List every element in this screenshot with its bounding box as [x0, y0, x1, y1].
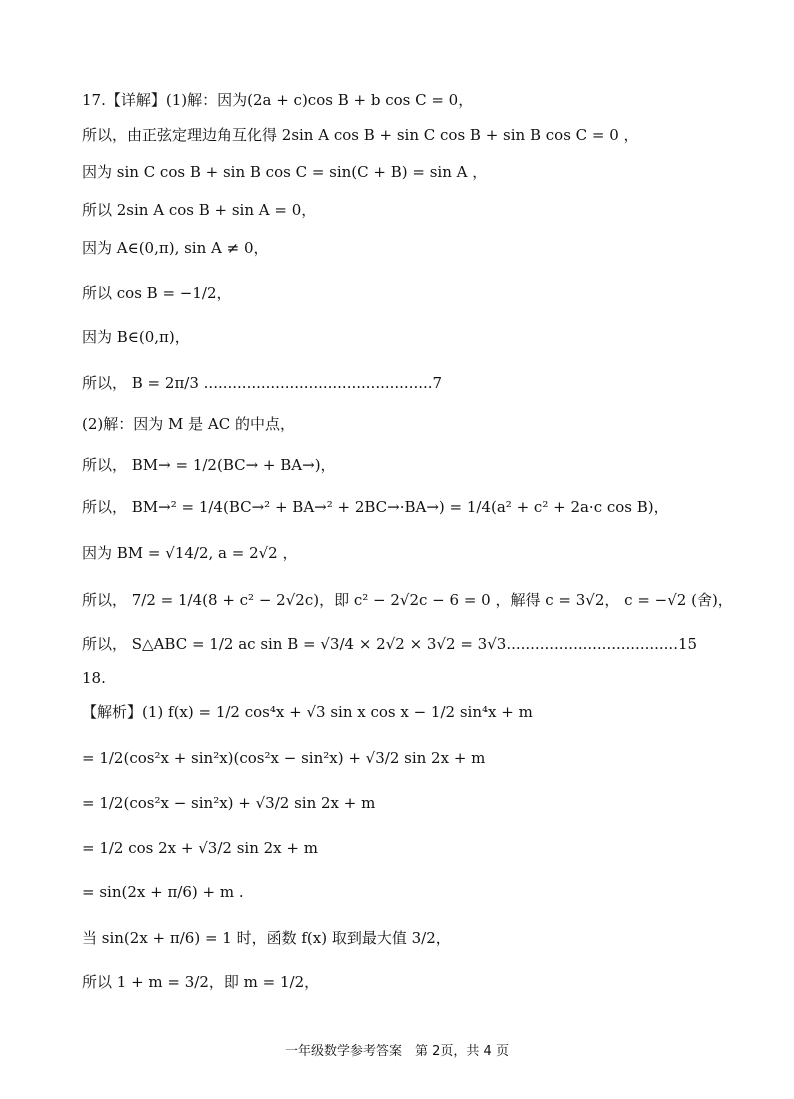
solution-line-l14: 所以， S△ABC = 1/2 ac sin B = √3/4 × 2√2 × 3√2 = 3√3....................................15: [82, 635, 698, 653]
page-footer: 一年级数学参考答案 第 2页，共 4 页: [285, 1044, 509, 1059]
solution-line-l4: 所以 2sin A cos B + sin A = 0，: [82, 201, 317, 219]
solution-line-l12: 因为 BM = √14/2, a = 2√2 ，: [82, 544, 298, 562]
solution-line-l22: 所以 1 + m = 3/2，即 m = 1/2，: [82, 973, 320, 991]
solution-line-l2: 所以，由正弦定理边角互化得 2sin A cos B + sin C cos B + sin B cos C = 0 ，: [82, 126, 639, 144]
solution-line-l5: 因为 A∈(0,π), sin A ≠ 0，: [82, 239, 269, 257]
solution-line-l13: 所以， 7/2 = 1/4(8 + c² − 2√2c)，即 c² − 2√2c − 6 = 0 ，解得 c = 3√2， c = −√2 (舍)，: [82, 591, 733, 609]
solution-line-l18: = 1/2(cos²x − sin²x) + √3/2 sin 2x + m: [82, 794, 376, 812]
solution-line-l1: 17.【详解】(1)解：因为(2a + c)cos B + b cos C = 0，: [82, 91, 474, 109]
solution-line-l16: 【解析】(1) f(x) = 1/2 cos⁴x + √3 sin x cos x − 1/2 sin⁴x + m: [82, 703, 533, 721]
solution-line-l3: 因为 sin C cos B + sin B cos C = sin(C + B) = sin A ，: [82, 163, 488, 181]
solution-line-l17: = 1/2(cos²x + sin²x)(cos²x − sin²x) + √3/2 sin 2x + m: [82, 749, 486, 767]
solution-line-l7: 因为 B∈(0,π)，: [82, 328, 190, 346]
solution-line-l11: 所以， BM→² = 1/4(BC→² + BA→² + 2BC→·BA→) = 1/4(a² + c² + 2a·c cos B)，: [82, 498, 669, 516]
solution-line-l21: 当 sin(2x + π/6) = 1 时，函数 f(x) 取到最大值 3/2，: [82, 929, 451, 947]
solution-line-l6: 所以 cos B = −1/2，: [82, 284, 232, 302]
solution-line-l19: = 1/2 cos 2x + √3/2 sin 2x + m: [82, 839, 318, 857]
solution-line-l9: (2)解：因为 M 是 AC 的中点，: [82, 415, 295, 433]
solution-line-l10: 所以， BM→ = 1/2(BC→ + BA→)，: [82, 456, 336, 474]
solution-line-l8: 所以， B = 2π/3 ................................................7: [82, 374, 443, 392]
solution-line-l20: = sin(2x + π/6) + m .: [82, 883, 244, 901]
solution-line-l15: 18.: [82, 669, 106, 687]
